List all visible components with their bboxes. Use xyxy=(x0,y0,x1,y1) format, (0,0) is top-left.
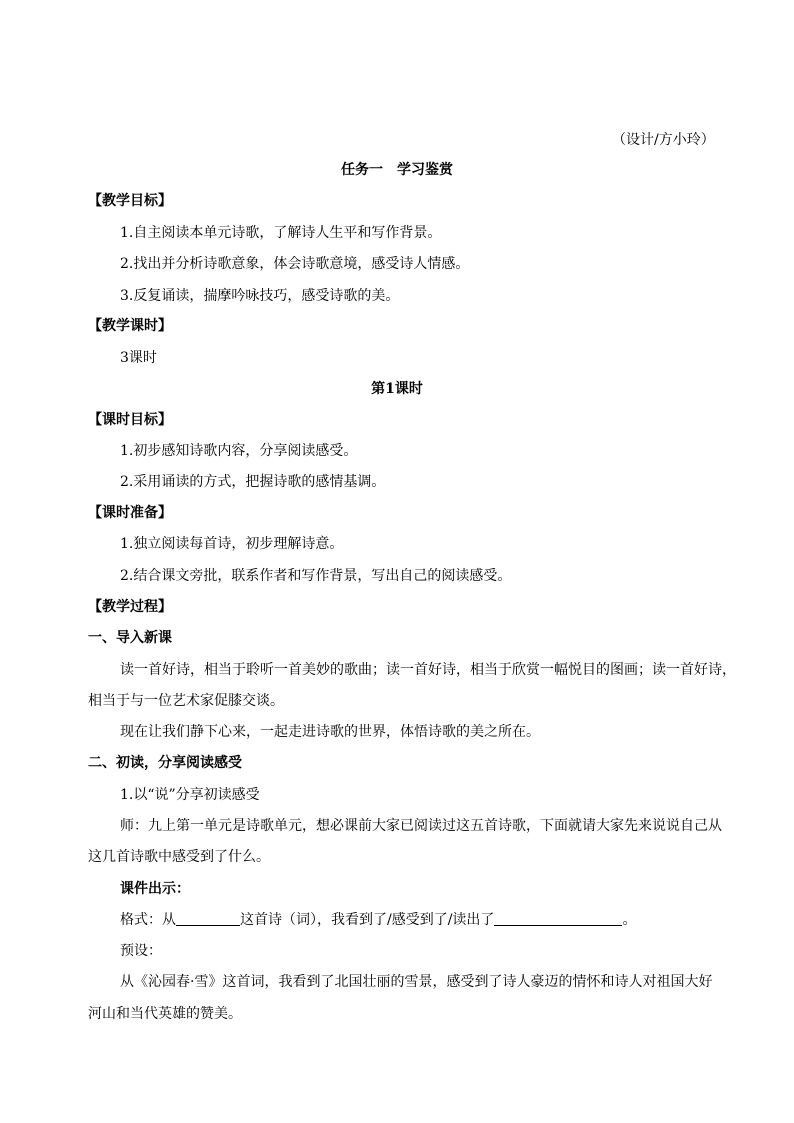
designer-credit: （设计/方小玲） xyxy=(612,132,715,148)
task-title: 任务一 学习鉴赏 xyxy=(341,162,453,178)
format-prefix: 格式：从 xyxy=(120,912,176,928)
slide-label: 课件出示： xyxy=(120,881,190,897)
preset-line: 河山和当代英雄的赞美。 xyxy=(88,1006,242,1022)
format-middle: 这首诗（词），我看到了/感受到了/读出了 xyxy=(240,912,495,928)
lesson-goals-heading: 【课时目标】 xyxy=(88,412,172,428)
teaching-goal-item: 1.自主阅读本单元诗歌，了解诗人生平和写作背景。 xyxy=(120,225,442,241)
lesson-prep-item: 2.结合课文旁批，联系作者和写作背景，写出自己的阅读感受。 xyxy=(120,568,512,584)
lesson-prep-heading: 【课时准备】 xyxy=(88,505,172,521)
teaching-goal-item: 2.找出并分析诗歌意象，体会诗歌意境，感受诗人情感。 xyxy=(120,256,470,272)
part1-paragraph: 现在让我们静下心来，一起走进诗歌的世界，体悟诗歌的美之所在。 xyxy=(120,724,540,740)
class-hours-heading: 【教学课时】 xyxy=(88,318,172,334)
teaching-goal-item: 3.反复诵读，揣摩吟咏技巧，感受诗歌的美。 xyxy=(120,288,400,304)
part2-subheading: 1.以“说”分享初读感受 xyxy=(120,787,260,803)
teacher-line: 师：九上第一单元是诗歌单元，想必课前大家已阅读过这五首诗歌，下面就请大家先来说说自己从 xyxy=(120,818,722,834)
teaching-goals-heading: 【教学目标】 xyxy=(88,193,172,209)
lesson-goal-item: 1.初步感知诗歌内容，分享阅读感受。 xyxy=(120,443,358,459)
fill-blank-feeling xyxy=(494,911,622,926)
teacher-line: 这几首诗歌中感受到了什么。 xyxy=(88,849,270,865)
preset-label: 预设： xyxy=(120,943,162,959)
format-end: 。 xyxy=(622,912,637,928)
fill-blank-poem xyxy=(176,911,240,926)
part1-paragraph-line: 相当于与一位艺术家促膝交谈。 xyxy=(88,693,284,709)
lesson-goal-item: 2.采用诵读的方式，把握诗歌的感情基调。 xyxy=(120,474,386,490)
preset-line: 从《沁园春·雪》这首词，我看到了北国壮丽的雪景，感受到了诗人豪迈的情怀和诗人对祖国大好 xyxy=(120,974,713,990)
class-hours-value: 3课时 xyxy=(120,350,157,366)
lesson-title: 第1课时 xyxy=(371,381,423,397)
part1-heading: 一、导入新课 xyxy=(88,630,172,646)
process-heading: 【教学过程】 xyxy=(88,599,172,615)
format-line xyxy=(120,910,636,930)
part2-heading: 二、初读，分享阅读感受 xyxy=(88,755,242,771)
part1-paragraph-line: 读一首好诗，相当于聆听一首美妙的歌曲；读一首好诗，相当于欣赏一幅悦目的图画；读一首好诗， xyxy=(120,662,736,678)
lesson-prep-item: 1.独立阅读每首诗，初步理解诗意。 xyxy=(120,536,344,552)
